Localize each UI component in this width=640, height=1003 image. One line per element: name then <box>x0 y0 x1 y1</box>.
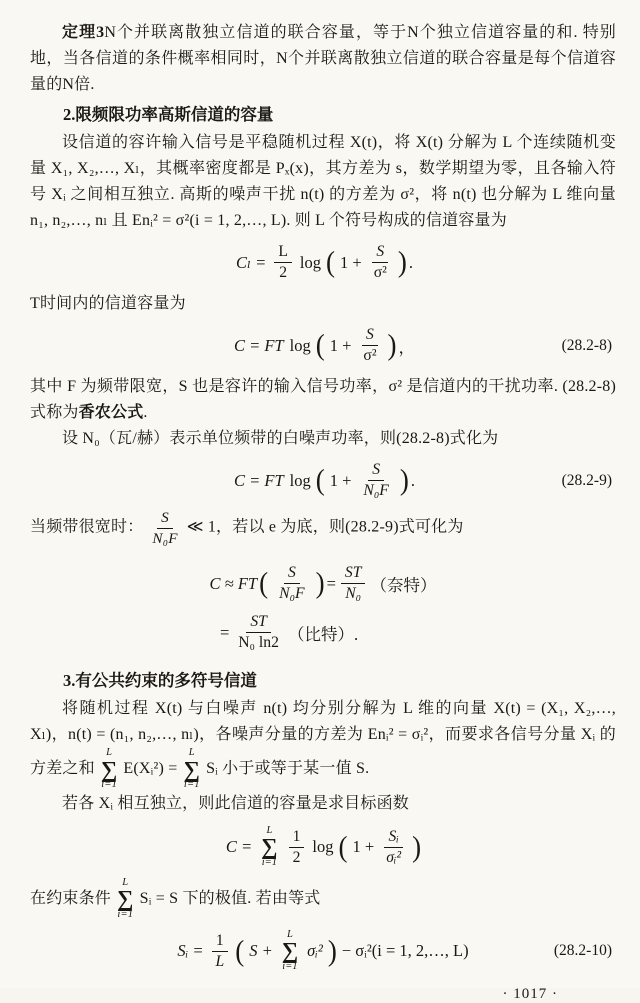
summation <box>183 748 200 791</box>
formula-capacity-L-symbols <box>30 243 616 282</box>
sum-upper-limit: L <box>266 824 273 836</box>
page-number: · 1017 · <box>502 986 558 1003</box>
formula-body: S + <box>249 941 273 961</box>
decompose-text-2: E(Xᵢ²) = <box>123 760 178 778</box>
sum-upper-limit: L <box>122 876 129 888</box>
fraction <box>382 828 405 867</box>
formula-wideband-approximation <box>30 559 616 657</box>
fraction-denominator: N₀ <box>345 585 362 603</box>
sigma-symbol: ∑ <box>261 834 278 860</box>
sum-lower-limit: i=1 <box>101 779 118 791</box>
log-operator: log <box>289 470 311 490</box>
fraction <box>289 828 305 867</box>
sum-inner-term: σᵢ² <box>307 941 323 961</box>
formula-28-2-8 <box>30 326 616 365</box>
formula-lhs: C = FT <box>233 470 284 490</box>
sum-upper-limit: L <box>188 747 195 759</box>
fraction <box>275 564 308 603</box>
fraction-denominator: σ² <box>373 264 387 282</box>
formula-lhs: C = <box>225 837 253 857</box>
fraction-denominator: L <box>215 952 225 970</box>
constraint-text-1: 在约束条件 <box>30 889 112 907</box>
open-paren: ( <box>315 328 325 362</box>
gaussian-channel-setup-paragraph: 设信道的容许输入信号是平稳随机过程 X(t)，将 X(t) 分解为 L 个连续随机变量 X₁, X₂,…, Xₗ，其概率密度都是 Pₓ(x)，其方差为 s，数学期望为零，且各输入符号 Xᵢ 之间相互独立. 高斯的噪声干扰 n(t) 的方差为 σ²，将 n(t) 也分解为 L 维向量 n₁, n₂,…, nₗ 且 Enᵢ² = σ²(i = 1, 2,…, L). 则 L 个符号构成的信道容量为 <box>30 134 616 229</box>
fraction-denominator: σ² <box>363 347 377 365</box>
summation <box>117 878 134 921</box>
approx-line-1 <box>210 564 437 603</box>
decompose-text-3: Sᵢ 小于或等于某一值 S. <box>206 760 370 778</box>
formula-end: . <box>410 470 415 490</box>
fraction-numerator: S <box>362 326 378 346</box>
fraction-denominator: σᵢ² <box>386 848 402 866</box>
close-paren: ) <box>399 463 409 497</box>
equation-number: (28.2-10) <box>553 942 612 960</box>
sigma-symbol: ∑ <box>281 938 299 964</box>
close-paren: ) <box>397 245 407 279</box>
log-operator: log <box>299 252 321 272</box>
open-paren: ( <box>338 830 348 864</box>
unit-label-bit: （比特）. <box>287 624 359 644</box>
section-3-heading: 3.有公共约束的多符号信道 <box>63 671 257 691</box>
theorem-text: N个并联离散独立信道的联合容量，等于N个独立信道容量的和. 特别地，当各信道的条件概率相同时，N个并联离散独立信道的联合容量是每个信道容量的N倍. <box>30 24 616 93</box>
fraction <box>274 243 292 282</box>
fraction-denominator: N₀F <box>279 585 305 603</box>
sigma-symbol: ∑ <box>183 756 201 782</box>
equals-sign: = <box>219 622 230 642</box>
formula-tail: − σᵢ²(i = 1, 2,…, L) <box>341 941 469 961</box>
fraction-numerator: 1 <box>289 828 305 848</box>
formula-28-2-10 <box>30 930 616 973</box>
constraint-text-2: Sᵢ = S 下的极值. 若由等式 <box>139 889 321 907</box>
log-operator: log <box>289 335 311 355</box>
open-paren: ( <box>259 566 269 600</box>
theorem-label: 定理3 <box>62 24 105 41</box>
close-paren: ) <box>315 566 325 600</box>
fraction <box>211 932 228 971</box>
open-paren: ( <box>326 245 335 279</box>
fraction-denominator: N₀ ln2 <box>238 634 279 652</box>
fraction-denominator: 2 <box>292 848 301 866</box>
summation <box>261 826 277 869</box>
formula-body: 1 + <box>352 837 375 857</box>
constraint-paragraph <box>30 878 616 921</box>
section-2-heading: 2.限频限功率高斯信道的容量 <box>63 105 274 124</box>
fraction-numerator: 1 <box>212 932 228 952</box>
fraction-numerator: L <box>274 243 292 263</box>
fraction-numerator: S <box>368 461 384 481</box>
where-text-end: . <box>143 404 148 422</box>
sum-lower-limit: i=1 <box>282 960 298 972</box>
sum-upper-limit: L <box>106 747 113 759</box>
wide-band-paragraph <box>30 509 616 547</box>
decompose-text-1: 将随机过程 X(t) 与白噪声 n(t) 均分别分解为 L 维的向量 X(t) = (X₁, X₂,…, Xₗ)，n(t) = (n₁, n₂,…, nₗ)，各噪声分量的方差为 Enᵢ² = σᵢ²，而要求各信号分量 Xᵢ 的方差之和 <box>30 700 616 778</box>
fraction-denominator: N₀F <box>363 482 389 500</box>
fraction-numerator: S <box>157 509 173 528</box>
theorem-3-paragraph <box>30 20 616 98</box>
fraction <box>234 613 283 652</box>
fraction-numerator: ST <box>341 564 366 584</box>
fraction <box>359 326 380 365</box>
white-noise-power-paragraph: 设 N₀（瓦/赫）表示单位频带的白噪声功率，则(28.2-8)式化为 <box>62 430 499 448</box>
t-duration-paragraph: T时间内的信道容量为 <box>30 295 186 313</box>
shannon-formula-bold: 香农公式 <box>78 404 144 422</box>
decompose-paragraph <box>30 696 616 791</box>
fraction-numerator: Sᵢ <box>384 828 402 848</box>
independent-paragraph: 若各 Xᵢ 相互独立，则此信道的容量是求目标函数 <box>62 794 409 812</box>
where-text: 其中 F 为频带限宽，S 也是容许的输入信号功率，σ² 是信道内的干扰功率. (28.2-8)式称为 <box>30 378 616 422</box>
formula-body: 1 + <box>340 252 362 272</box>
sigma-symbol: ∑ <box>100 756 118 782</box>
inline-fraction <box>148 509 181 547</box>
log-operator: log <box>312 837 334 857</box>
shannon-formula-paragraph <box>30 374 616 426</box>
sum-lower-limit: i=1 <box>183 779 200 791</box>
approx-line-2 <box>220 613 358 652</box>
equation-number: (28.2-8) <box>561 336 612 354</box>
fraction-numerator: S <box>284 564 300 584</box>
formula-body: 1 + <box>329 335 352 355</box>
wide-band-pre: 当频带很宽时： <box>30 518 144 536</box>
summation <box>282 930 298 973</box>
summation <box>101 748 118 791</box>
formula-body: 1 + <box>329 470 352 490</box>
fraction <box>370 243 391 282</box>
formula-lhs: Sᵢ = <box>177 941 204 961</box>
sum-lower-limit: i=1 <box>261 857 277 869</box>
close-paren: ) <box>412 830 422 864</box>
fraction <box>359 461 392 500</box>
fraction <box>341 564 366 603</box>
fraction-denominator: 2 <box>279 264 288 282</box>
formula-28-2-9 <box>30 461 616 500</box>
open-paren: ( <box>235 934 245 967</box>
formula-lhs: Cₗ = <box>236 252 267 272</box>
equation-number: (28.2-9) <box>561 471 612 489</box>
formula-lhs: C ≈ FT <box>209 573 258 593</box>
fraction-numerator: ST <box>246 613 271 633</box>
sigma-symbol: ∑ <box>117 886 134 912</box>
unit-label-nat: （奈特） <box>370 575 437 595</box>
close-paren: ) <box>387 328 397 362</box>
fraction-numerator: S <box>372 243 388 263</box>
formula-end: ， <box>398 337 416 357</box>
fraction-denominator: N₀F <box>152 529 178 547</box>
sum-lower-limit: i=1 <box>117 909 134 921</box>
open-paren: ( <box>315 463 325 497</box>
sum-upper-limit: L <box>287 928 293 940</box>
equals-sign: = <box>326 573 336 593</box>
close-paren: ) <box>327 934 337 967</box>
formula-lhs: C = FT <box>233 335 284 355</box>
wide-band-post: ≪ 1，若以 e 为底，则(28.2-9)式可化为 <box>186 518 464 536</box>
formula-end: . <box>408 252 413 272</box>
formula-objective-function <box>30 826 616 869</box>
